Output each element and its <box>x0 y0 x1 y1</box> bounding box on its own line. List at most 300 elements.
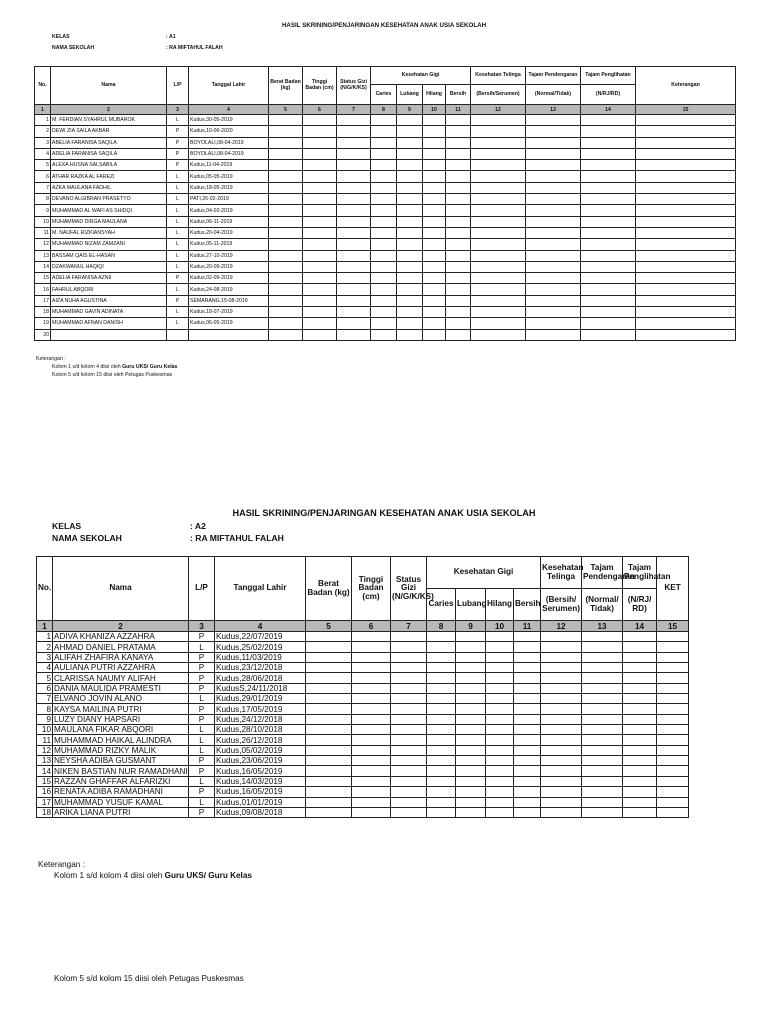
data-cell[interactable] <box>446 115 471 126</box>
data-cell[interactable] <box>306 683 352 693</box>
data-cell[interactable] <box>423 160 446 171</box>
data-cell[interactable] <box>636 295 736 306</box>
data-cell[interactable] <box>371 273 397 284</box>
data-cell[interactable] <box>303 160 337 171</box>
data-cell[interactable] <box>486 683 514 693</box>
data-cell[interactable] <box>269 115 303 126</box>
data-cell[interactable] <box>623 766 657 776</box>
data-cell[interactable] <box>352 797 391 807</box>
data-cell[interactable] <box>446 148 471 159</box>
data-cell[interactable] <box>581 205 636 216</box>
data-cell[interactable] <box>636 239 736 250</box>
data-cell[interactable] <box>371 148 397 159</box>
data-cell[interactable] <box>623 632 657 642</box>
data-cell[interactable] <box>471 239 526 250</box>
data-cell[interactable] <box>306 735 352 745</box>
data-cell[interactable] <box>352 652 391 662</box>
data-cell[interactable] <box>303 329 337 340</box>
data-cell[interactable] <box>427 725 456 735</box>
data-cell[interactable] <box>371 160 397 171</box>
data-cell[interactable] <box>636 307 736 318</box>
data-cell[interactable] <box>456 797 486 807</box>
data-cell[interactable] <box>623 642 657 652</box>
data-cell[interactable] <box>541 797 582 807</box>
data-cell[interactable] <box>623 776 657 786</box>
data-cell[interactable] <box>471 227 526 238</box>
data-cell[interactable] <box>582 663 623 673</box>
data-cell[interactable] <box>526 261 581 272</box>
data-cell[interactable] <box>337 227 371 238</box>
data-cell[interactable] <box>427 714 456 724</box>
data-cell[interactable] <box>423 216 446 227</box>
data-cell[interactable] <box>486 642 514 652</box>
data-cell[interactable] <box>352 756 391 766</box>
data-cell[interactable] <box>636 148 736 159</box>
data-cell[interactable] <box>486 694 514 704</box>
data-cell[interactable] <box>427 776 456 786</box>
data-cell[interactable] <box>541 745 582 755</box>
data-cell[interactable] <box>623 652 657 662</box>
data-cell[interactable] <box>269 261 303 272</box>
data-cell[interactable] <box>581 284 636 295</box>
data-cell[interactable] <box>391 663 427 673</box>
data-cell[interactable] <box>526 307 581 318</box>
data-cell[interactable] <box>456 735 486 745</box>
data-cell[interactable] <box>391 725 427 735</box>
data-cell[interactable] <box>303 137 337 148</box>
data-cell[interactable] <box>423 318 446 329</box>
data-cell[interactable] <box>526 126 581 137</box>
data-cell[interactable] <box>657 663 689 673</box>
data-cell[interactable] <box>541 694 582 704</box>
data-cell[interactable] <box>456 714 486 724</box>
data-cell[interactable] <box>471 250 526 261</box>
data-cell[interactable] <box>446 126 471 137</box>
data-cell[interactable] <box>446 239 471 250</box>
data-cell[interactable] <box>391 776 427 786</box>
data-cell[interactable] <box>623 725 657 735</box>
data-cell[interactable] <box>427 766 456 776</box>
data-cell[interactable] <box>636 284 736 295</box>
data-cell[interactable] <box>581 329 636 340</box>
data-cell[interactable] <box>371 216 397 227</box>
data-cell[interactable] <box>269 295 303 306</box>
data-cell[interactable] <box>303 216 337 227</box>
data-cell[interactable] <box>397 137 423 148</box>
data-cell[interactable] <box>352 766 391 776</box>
data-cell[interactable] <box>541 642 582 652</box>
data-cell[interactable] <box>486 735 514 745</box>
data-cell[interactable] <box>581 137 636 148</box>
data-cell[interactable] <box>514 704 541 714</box>
data-cell[interactable] <box>636 273 736 284</box>
data-cell[interactable] <box>541 663 582 673</box>
data-cell[interactable] <box>371 115 397 126</box>
data-cell[interactable] <box>526 194 581 205</box>
data-cell[interactable] <box>657 797 689 807</box>
data-cell[interactable] <box>582 776 623 786</box>
data-cell[interactable] <box>269 171 303 182</box>
data-cell[interactable] <box>581 239 636 250</box>
data-cell[interactable] <box>427 807 456 817</box>
data-cell[interactable] <box>581 115 636 126</box>
data-cell[interactable] <box>636 171 736 182</box>
data-cell[interactable] <box>582 704 623 714</box>
data-cell[interactable] <box>581 307 636 318</box>
data-cell[interactable] <box>526 329 581 340</box>
data-cell[interactable] <box>306 694 352 704</box>
data-cell[interactable] <box>397 160 423 171</box>
data-cell[interactable] <box>657 632 689 642</box>
data-cell[interactable] <box>636 205 736 216</box>
data-cell[interactable] <box>657 683 689 693</box>
data-cell[interactable] <box>514 807 541 817</box>
data-cell[interactable] <box>337 307 371 318</box>
data-cell[interactable] <box>337 148 371 159</box>
data-cell[interactable] <box>269 227 303 238</box>
data-cell[interactable] <box>582 652 623 662</box>
data-cell[interactable] <box>306 725 352 735</box>
data-cell[interactable] <box>541 632 582 642</box>
data-cell[interactable] <box>391 694 427 704</box>
data-cell[interactable] <box>352 725 391 735</box>
data-cell[interactable] <box>582 756 623 766</box>
data-cell[interactable] <box>306 704 352 714</box>
data-cell[interactable] <box>423 227 446 238</box>
data-cell[interactable] <box>352 663 391 673</box>
data-cell[interactable] <box>541 714 582 724</box>
data-cell[interactable] <box>306 642 352 652</box>
data-cell[interactable] <box>337 126 371 137</box>
data-cell[interactable] <box>486 776 514 786</box>
data-cell[interactable] <box>337 216 371 227</box>
data-cell[interactable] <box>371 329 397 340</box>
data-cell[interactable] <box>391 673 427 683</box>
data-cell[interactable] <box>541 704 582 714</box>
data-cell[interactable] <box>269 216 303 227</box>
data-cell[interactable] <box>397 318 423 329</box>
data-cell[interactable] <box>456 632 486 642</box>
data-cell[interactable] <box>423 273 446 284</box>
data-cell[interactable] <box>657 714 689 724</box>
data-cell[interactable] <box>423 329 446 340</box>
data-cell[interactable] <box>269 194 303 205</box>
data-cell[interactable] <box>303 148 337 159</box>
data-cell[interactable] <box>397 261 423 272</box>
data-cell[interactable] <box>303 284 337 295</box>
data-cell[interactable] <box>657 776 689 786</box>
data-cell[interactable] <box>303 250 337 261</box>
data-cell[interactable] <box>427 694 456 704</box>
data-cell[interactable] <box>423 295 446 306</box>
data-cell[interactable] <box>371 126 397 137</box>
data-cell[interactable] <box>391 683 427 693</box>
data-cell[interactable] <box>636 227 736 238</box>
data-cell[interactable] <box>582 683 623 693</box>
data-cell[interactable] <box>423 182 446 193</box>
data-cell[interactable] <box>582 642 623 652</box>
data-cell[interactable] <box>337 239 371 250</box>
data-cell[interactable] <box>269 160 303 171</box>
data-cell[interactable] <box>397 115 423 126</box>
data-cell[interactable] <box>337 284 371 295</box>
data-cell[interactable] <box>541 807 582 817</box>
data-cell[interactable] <box>269 284 303 295</box>
data-cell[interactable] <box>636 126 736 137</box>
data-cell[interactable] <box>427 704 456 714</box>
data-cell[interactable] <box>446 250 471 261</box>
data-cell[interactable] <box>423 205 446 216</box>
data-cell[interactable] <box>541 756 582 766</box>
data-cell[interactable] <box>636 194 736 205</box>
data-cell[interactable] <box>446 160 471 171</box>
data-cell[interactable] <box>526 216 581 227</box>
data-cell[interactable] <box>581 295 636 306</box>
data-cell[interactable] <box>269 307 303 318</box>
data-cell[interactable] <box>581 273 636 284</box>
data-cell[interactable] <box>269 205 303 216</box>
data-cell[interactable] <box>391 642 427 652</box>
data-cell[interactable] <box>446 329 471 340</box>
data-cell[interactable] <box>269 182 303 193</box>
data-cell[interactable] <box>391 766 427 776</box>
data-cell[interactable] <box>581 194 636 205</box>
data-cell[interactable] <box>456 745 486 755</box>
data-cell[interactable] <box>337 250 371 261</box>
data-cell[interactable] <box>371 261 397 272</box>
data-cell[interactable] <box>514 652 541 662</box>
data-cell[interactable] <box>391 714 427 724</box>
data-cell[interactable] <box>581 216 636 227</box>
data-cell[interactable] <box>623 704 657 714</box>
data-cell[interactable] <box>486 652 514 662</box>
data-cell[interactable] <box>623 673 657 683</box>
data-cell[interactable] <box>623 787 657 797</box>
data-cell[interactable] <box>397 182 423 193</box>
data-cell[interactable] <box>391 704 427 714</box>
data-cell[interactable] <box>397 273 423 284</box>
data-cell[interactable] <box>337 261 371 272</box>
data-cell[interactable] <box>352 632 391 642</box>
data-cell[interactable] <box>581 148 636 159</box>
data-cell[interactable] <box>456 807 486 817</box>
data-cell[interactable] <box>371 171 397 182</box>
data-cell[interactable] <box>397 205 423 216</box>
data-cell[interactable] <box>526 160 581 171</box>
data-cell[interactable] <box>514 725 541 735</box>
data-cell[interactable] <box>446 227 471 238</box>
data-cell[interactable] <box>269 273 303 284</box>
data-cell[interactable] <box>337 318 371 329</box>
data-cell[interactable] <box>581 160 636 171</box>
data-cell[interactable] <box>456 704 486 714</box>
data-cell[interactable] <box>269 148 303 159</box>
data-cell[interactable] <box>446 171 471 182</box>
data-cell[interactable] <box>371 318 397 329</box>
data-cell[interactable] <box>471 329 526 340</box>
data-cell[interactable] <box>486 632 514 642</box>
data-cell[interactable] <box>581 182 636 193</box>
data-cell[interactable] <box>303 115 337 126</box>
data-cell[interactable] <box>514 673 541 683</box>
data-cell[interactable] <box>623 756 657 766</box>
data-cell[interactable] <box>657 673 689 683</box>
data-cell[interactable] <box>541 683 582 693</box>
data-cell[interactable] <box>423 261 446 272</box>
data-cell[interactable] <box>456 766 486 776</box>
data-cell[interactable] <box>391 756 427 766</box>
data-cell[interactable] <box>446 295 471 306</box>
data-cell[interactable] <box>657 807 689 817</box>
data-cell[interactable] <box>337 137 371 148</box>
data-cell[interactable] <box>397 239 423 250</box>
data-cell[interactable] <box>526 182 581 193</box>
data-cell[interactable] <box>636 329 736 340</box>
data-cell[interactable] <box>471 318 526 329</box>
data-cell[interactable] <box>306 807 352 817</box>
data-cell[interactable] <box>657 642 689 652</box>
data-cell[interactable] <box>581 261 636 272</box>
data-cell[interactable] <box>371 250 397 261</box>
data-cell[interactable] <box>352 673 391 683</box>
data-cell[interactable] <box>471 137 526 148</box>
data-cell[interactable] <box>391 652 427 662</box>
data-cell[interactable] <box>486 797 514 807</box>
data-cell[interactable] <box>526 239 581 250</box>
data-cell[interactable] <box>471 160 526 171</box>
data-cell[interactable] <box>581 318 636 329</box>
data-cell[interactable] <box>423 250 446 261</box>
data-cell[interactable] <box>423 307 446 318</box>
data-cell[interactable] <box>371 295 397 306</box>
data-cell[interactable] <box>526 284 581 295</box>
data-cell[interactable] <box>303 182 337 193</box>
data-cell[interactable] <box>456 663 486 673</box>
data-cell[interactable] <box>582 797 623 807</box>
data-cell[interactable] <box>623 745 657 755</box>
data-cell[interactable] <box>514 714 541 724</box>
data-cell[interactable] <box>636 318 736 329</box>
data-cell[interactable] <box>657 787 689 797</box>
data-cell[interactable] <box>306 776 352 786</box>
data-cell[interactable] <box>657 694 689 704</box>
data-cell[interactable] <box>471 261 526 272</box>
data-cell[interactable] <box>446 194 471 205</box>
data-cell[interactable] <box>471 307 526 318</box>
data-cell[interactable] <box>471 182 526 193</box>
data-cell[interactable] <box>514 694 541 704</box>
data-cell[interactable] <box>303 227 337 238</box>
data-cell[interactable] <box>303 295 337 306</box>
data-cell[interactable] <box>446 137 471 148</box>
data-cell[interactable] <box>306 663 352 673</box>
data-cell[interactable] <box>636 261 736 272</box>
data-cell[interactable] <box>514 735 541 745</box>
data-cell[interactable] <box>471 216 526 227</box>
data-cell[interactable] <box>371 194 397 205</box>
data-cell[interactable] <box>423 126 446 137</box>
data-cell[interactable] <box>541 766 582 776</box>
data-cell[interactable] <box>636 182 736 193</box>
data-cell[interactable] <box>427 642 456 652</box>
data-cell[interactable] <box>446 182 471 193</box>
data-cell[interactable] <box>352 642 391 652</box>
data-cell[interactable] <box>337 273 371 284</box>
data-cell[interactable] <box>337 160 371 171</box>
data-cell[interactable] <box>303 307 337 318</box>
data-cell[interactable] <box>352 735 391 745</box>
data-cell[interactable] <box>397 148 423 159</box>
data-cell[interactable] <box>397 194 423 205</box>
data-cell[interactable] <box>526 115 581 126</box>
data-cell[interactable] <box>337 182 371 193</box>
data-cell[interactable] <box>397 227 423 238</box>
data-cell[interactable] <box>581 171 636 182</box>
data-cell[interactable] <box>423 171 446 182</box>
data-cell[interactable] <box>446 205 471 216</box>
data-cell[interactable] <box>636 137 736 148</box>
data-cell[interactable] <box>306 673 352 683</box>
data-cell[interactable] <box>582 694 623 704</box>
data-cell[interactable] <box>397 329 423 340</box>
data-cell[interactable] <box>397 250 423 261</box>
data-cell[interactable] <box>391 797 427 807</box>
data-cell[interactable] <box>303 318 337 329</box>
data-cell[interactable] <box>456 694 486 704</box>
data-cell[interactable] <box>456 652 486 662</box>
data-cell[interactable] <box>526 295 581 306</box>
data-cell[interactable] <box>352 683 391 693</box>
data-cell[interactable] <box>306 787 352 797</box>
data-cell[interactable] <box>541 787 582 797</box>
data-cell[interactable] <box>456 642 486 652</box>
data-cell[interactable] <box>623 797 657 807</box>
data-cell[interactable] <box>486 704 514 714</box>
data-cell[interactable] <box>657 756 689 766</box>
data-cell[interactable] <box>423 284 446 295</box>
data-cell[interactable] <box>427 787 456 797</box>
data-cell[interactable] <box>306 766 352 776</box>
data-cell[interactable] <box>446 273 471 284</box>
data-cell[interactable] <box>582 735 623 745</box>
data-cell[interactable] <box>526 137 581 148</box>
data-cell[interactable] <box>623 714 657 724</box>
data-cell[interactable] <box>623 735 657 745</box>
data-cell[interactable] <box>303 171 337 182</box>
data-cell[interactable] <box>391 807 427 817</box>
data-cell[interactable] <box>582 725 623 735</box>
data-cell[interactable] <box>486 725 514 735</box>
data-cell[interactable] <box>306 714 352 724</box>
data-cell[interactable] <box>352 694 391 704</box>
data-cell[interactable] <box>514 776 541 786</box>
data-cell[interactable] <box>623 694 657 704</box>
data-cell[interactable] <box>581 126 636 137</box>
data-cell[interactable] <box>636 160 736 171</box>
data-cell[interactable] <box>582 766 623 776</box>
data-cell[interactable] <box>471 273 526 284</box>
data-cell[interactable] <box>526 227 581 238</box>
data-cell[interactable] <box>371 307 397 318</box>
data-cell[interactable] <box>514 745 541 755</box>
data-cell[interactable] <box>657 704 689 714</box>
data-cell[interactable] <box>306 632 352 642</box>
data-cell[interactable] <box>397 295 423 306</box>
data-cell[interactable] <box>423 137 446 148</box>
data-cell[interactable] <box>446 216 471 227</box>
data-cell[interactable] <box>541 735 582 745</box>
data-cell[interactable] <box>352 787 391 797</box>
